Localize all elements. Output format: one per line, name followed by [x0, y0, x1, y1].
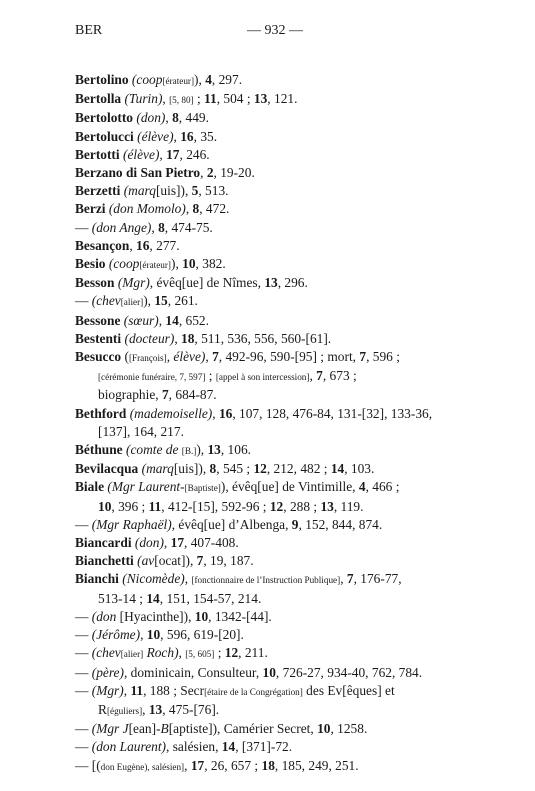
entry-segment: , salésien,	[166, 739, 222, 755]
entry-name: Berzi	[75, 201, 106, 217]
entry-segment: [B.]	[181, 446, 197, 457]
entry-segment: [137], 164, 217.	[98, 423, 184, 439]
entry-segment: élève)	[173, 349, 206, 365]
index-entry	[75, 534, 475, 552]
entry-segment: , dominicain, Consulteur,	[123, 664, 263, 680]
entry-segment: 17	[190, 757, 205, 773]
entry-segment: , 1258.	[330, 721, 368, 737]
entry-segment: 17	[166, 146, 180, 162]
entry-segment: ), évêq[ue] de Vintimille,	[220, 479, 359, 495]
entry-segment: 13	[148, 701, 163, 717]
entry-segment: , évêq[ue] de Nîmes,	[149, 275, 265, 291]
index-entry	[75, 460, 475, 478]
entry-name: Berzetti	[75, 183, 121, 199]
entry-segment: (don	[91, 608, 120, 624]
entry-segment: 7	[161, 387, 169, 403]
entry-segment: 10	[317, 721, 331, 737]
index-entry	[75, 516, 475, 534]
entry-segment: (Mgr Raphaël)	[91, 516, 172, 532]
entry-segment: 15	[154, 293, 168, 309]
entry-segment: [fonctionnaire de l’Instruction Publique]	[191, 575, 341, 586]
entry-segment: , 288 ;	[283, 498, 321, 514]
entry-segment: , 212, 482 ;	[266, 461, 331, 477]
entry-segment: —	[75, 608, 92, 624]
entry-segment: , 396 ;	[111, 498, 149, 514]
running-head: BER	[75, 23, 103, 38]
entry-segment: (don)	[136, 110, 166, 126]
entry-segment: ,	[178, 645, 186, 661]
entry-segment: (Jérôme)	[91, 627, 141, 643]
index-entry	[75, 738, 475, 756]
entry-segment: ),	[185, 553, 197, 569]
entry-segment: [Baptiste]	[184, 483, 221, 494]
entry-segment: ),	[180, 183, 192, 199]
index-entry	[75, 274, 475, 292]
entry-segment: , 449.	[178, 110, 209, 126]
index-entry	[75, 219, 475, 237]
entry-segment: (don Ange)	[91, 219, 152, 235]
entry-segment: ,	[340, 571, 347, 587]
index-entry-continuation	[75, 367, 475, 386]
entry-segment: , 726-27, 934-40, 762, 784.	[275, 664, 423, 680]
entry-segment: 13	[264, 275, 278, 291]
entry-segment: 14	[221, 739, 236, 755]
entry-name: Biancardi	[75, 535, 132, 551]
entry-segment: 13	[320, 498, 334, 514]
index-entry	[75, 608, 475, 626]
entry-segment: , 211.	[238, 645, 268, 661]
entry-segment: (marq	[141, 461, 174, 477]
entry-segment: 10	[194, 608, 209, 624]
entry-segment: , 19, 187.	[203, 553, 254, 569]
entry-segment: —	[75, 664, 92, 680]
index-entry	[75, 478, 475, 497]
entry-segment: ,	[200, 165, 207, 181]
entry-segment: 12	[253, 461, 267, 477]
entry-segment: , 296.	[277, 275, 308, 291]
entry-segment: —	[75, 516, 92, 532]
entry-segment: [appel à son intercession]	[215, 372, 310, 383]
entry-segment: 5	[191, 183, 199, 199]
entry-segment: , 474-75.	[164, 219, 213, 235]
entry-segment: —	[75, 682, 92, 698]
entry-segment: , 492-96, 590-[95] ; mort,	[218, 349, 360, 365]
entry-segment: (Nicomède)	[122, 571, 185, 587]
entry-segment: , 545 ;	[216, 461, 254, 477]
entry-segment: 12	[269, 498, 284, 514]
entry-segment: , 261.	[167, 293, 198, 309]
entry-segment: , 673 ;	[322, 368, 357, 384]
entry-segment: 16	[136, 237, 150, 253]
entry-name: Besio	[75, 256, 106, 272]
index-entry	[75, 330, 475, 348]
entry-segment: 7	[212, 349, 219, 365]
entry-segment: ), Camérier Secret,	[212, 721, 318, 737]
entry-segment: ,	[212, 405, 219, 421]
entry-segment: (Mgr)	[91, 682, 124, 698]
entry-segment: , 176-77,	[353, 571, 402, 587]
entry-segment: —	[75, 219, 92, 235]
entry-segment: (don Momolo)	[108, 201, 186, 217]
entry-segment: [ean]	[128, 721, 157, 737]
index-entry	[75, 292, 475, 311]
index-entry	[75, 405, 475, 423]
index-entry	[75, 682, 475, 701]
entry-segment: 14	[330, 461, 345, 477]
entry-segment: ,	[173, 128, 181, 144]
entry-segment: [érateur]	[162, 76, 195, 86]
entry-segment: 7	[316, 368, 323, 384]
entry-segment: (élève)	[137, 128, 174, 144]
entry-segment: [aptiste]	[168, 721, 213, 737]
entry-segment: 11	[148, 498, 162, 514]
entry-segment: (marq	[123, 183, 156, 199]
entry-segment: 4	[358, 479, 366, 495]
index-entry-continuation	[75, 386, 475, 404]
entry-segment: 8	[192, 201, 200, 217]
entry-name: Bevilacqua	[75, 461, 139, 477]
entry-segment: , 1342-[44].	[208, 608, 272, 624]
entry-segment: ,	[140, 627, 147, 643]
entry-segment: biographie,	[98, 387, 162, 403]
entry-segment: 16	[180, 128, 194, 144]
entry-name: Bessone	[75, 312, 121, 328]
entry-segment: [5, 605]	[185, 649, 215, 660]
entry-segment: [cérémonie funéraire, 7, 597]	[98, 372, 206, 383]
entry-segment: , 407-408.	[184, 535, 239, 551]
entry-segment: 18	[181, 330, 195, 346]
entry-segment: 11	[130, 682, 144, 698]
index-entry	[75, 441, 475, 460]
entry-name: Bethford	[75, 405, 127, 421]
entry-segment: , 382.	[195, 256, 226, 272]
entry-segment: 2	[206, 165, 214, 181]
entry-segment: ),	[196, 442, 208, 458]
entry-segment: , 35.	[193, 128, 218, 144]
entry-segment: ,	[129, 237, 137, 253]
entry-segment: , 119.	[333, 498, 364, 514]
entry-segment: (don)	[134, 535, 164, 551]
entry-segment: des Ev[êques] et	[302, 682, 395, 698]
entry-segment: , 152, 844, 874.	[298, 516, 383, 532]
entry-segment: , 26, 657 ;	[204, 757, 262, 773]
entry-segment: , 277.	[149, 237, 180, 253]
entry-segment: 8	[158, 219, 165, 235]
entry-segment: ,	[205, 349, 213, 365]
index-entry	[75, 626, 475, 644]
entry-segment: (Turin)	[124, 91, 163, 107]
entry-name: Bestenti	[75, 330, 122, 346]
entry-segment: R	[98, 701, 107, 717]
entry-segment: ),	[183, 608, 195, 624]
index-entry	[75, 164, 475, 182]
entry-segment: ),	[171, 256, 183, 272]
index-entry	[75, 664, 475, 682]
entry-segment: Roch)	[146, 645, 179, 661]
entry-segment: ),	[194, 72, 206, 87]
entry-segment: ,	[184, 757, 191, 773]
entry-segment: , 466 ;	[365, 479, 400, 495]
entry-segment: 8	[209, 461, 217, 477]
entry-segment: 7	[196, 553, 204, 569]
index-entry-continuation	[75, 423, 475, 441]
entry-segment: , 596, 619-[20].	[160, 627, 244, 643]
entry-segment: [uis]	[173, 461, 199, 477]
index-entry-list	[75, 71, 475, 776]
entry-name: Bertolotto	[75, 110, 134, 126]
index-entry	[75, 146, 475, 164]
entry-segment: (chev	[91, 645, 121, 661]
entry-segment: (élève)	[122, 146, 160, 162]
entry-segment: ,	[123, 682, 131, 698]
entry-segment: —	[75, 293, 92, 309]
index-entry	[75, 312, 475, 330]
entry-segment: ,	[163, 535, 171, 551]
entry-segment: , 652.	[178, 312, 209, 328]
entry-segment: (mademoiselle)	[129, 405, 213, 421]
entry-segment: — [(	[75, 757, 101, 773]
entry-segment: (coop	[108, 256, 140, 272]
entry-segment: 11	[204, 91, 217, 107]
entry-segment: (comte de	[125, 442, 182, 458]
entry-segment: , 19-20.	[213, 165, 255, 181]
entry-segment: ,	[165, 110, 173, 126]
entry-segment: 13	[207, 442, 221, 458]
index-entry	[75, 757, 475, 776]
index-entry	[75, 109, 475, 127]
entry-segment: 16	[218, 405, 233, 421]
entry-segment: 10	[182, 256, 196, 272]
entry-segment: ),	[198, 461, 210, 477]
entry-name: Bianchetti	[75, 553, 134, 569]
entry-segment: 7	[359, 349, 367, 365]
entry-segment: 4	[205, 72, 212, 87]
index-entry	[75, 570, 475, 589]
entry-name: Besson	[75, 275, 115, 291]
entry-name: Besançon	[75, 237, 130, 253]
entry-segment: (Mgr J	[91, 721, 129, 737]
index-entry	[75, 200, 475, 218]
entry-name: Berzano di San Pietro	[75, 165, 201, 181]
entry-segment: (chev	[91, 293, 121, 309]
index-entry-continuation	[75, 701, 475, 720]
entry-segment: 8	[172, 110, 179, 126]
index-entry	[75, 644, 475, 663]
entry-segment: ,	[159, 146, 167, 162]
entry-segment: 513-14 ;	[98, 590, 147, 606]
entry-segment: -B	[156, 721, 169, 737]
entry-segment: ,	[151, 219, 159, 235]
entry-segment: , 412-[15], 592-96 ;	[161, 498, 270, 514]
entry-segment: (père)	[91, 664, 124, 680]
entry-segment: ,	[166, 349, 174, 365]
entry-segment: , 185, 249, 251.	[274, 757, 359, 773]
entry-segment: (Mgr)	[117, 275, 150, 291]
entry-segment: (Mgr Laurent-	[107, 479, 185, 495]
entry-segment: (sœur)	[123, 312, 159, 328]
entry-segment: [érateur]	[139, 260, 171, 271]
entry-segment: , 475-[76].	[162, 701, 220, 717]
index-entry-continuation	[75, 590, 475, 608]
entry-name: Bertolucci	[75, 128, 134, 144]
entry-segment: 13	[253, 91, 268, 107]
entry-segment: —	[75, 627, 92, 643]
entry-segment: —	[75, 739, 92, 755]
entry-segment: , évêq[ue] d’Albenga,	[171, 516, 292, 532]
entry-segment: , 106.	[220, 442, 251, 458]
entry-name: Besucco	[75, 349, 122, 365]
entry-segment: ,	[184, 571, 192, 587]
index-entry	[75, 128, 475, 146]
entry-segment: , 297.	[211, 72, 243, 87]
entry-segment: [étaire de la Congrégation]	[204, 686, 303, 697]
index-entry	[75, 552, 475, 570]
entry-segment: , 246.	[179, 146, 210, 162]
page-header	[75, 23, 475, 43]
entry-segment: 9	[291, 516, 299, 532]
entry-segment: 14	[146, 590, 160, 606]
index-entry	[75, 255, 475, 274]
index-entry	[75, 90, 475, 109]
entry-name: Bertolla	[75, 91, 122, 107]
entry-segment: ,	[162, 91, 170, 107]
entry-segment: ;	[193, 91, 205, 107]
entry-name: Biale	[75, 479, 105, 495]
entry-segment: 18	[261, 757, 275, 773]
entry-segment: ,	[142, 701, 149, 717]
entry-segment: [alier]	[120, 297, 144, 308]
index-entry	[75, 237, 475, 255]
entry-segment: (	[121, 349, 129, 365]
entry-segment: , 151, 154-57, 214.	[159, 590, 262, 606]
entry-segment: , [371]-72.	[235, 739, 293, 755]
index-entry	[75, 348, 475, 367]
entry-segment: , 188 ; Secr	[143, 682, 205, 698]
entry-segment: , 121.	[267, 91, 298, 107]
entry-segment: (don Laurent)	[91, 739, 167, 755]
entry-segment: 17	[170, 535, 185, 551]
entry-segment: don Eugène	[100, 761, 145, 772]
entry-segment: [Hyacinthe]	[119, 608, 184, 624]
entry-segment: , 596 ;	[366, 349, 400, 365]
entry-segment: 12	[224, 645, 239, 661]
entry-segment: 10	[146, 627, 161, 643]
entry-segment: (av	[137, 553, 155, 569]
entry-segment: ), salésien]	[144, 761, 185, 772]
entry-segment: —	[75, 645, 92, 661]
entry-segment: , 103.	[344, 461, 375, 477]
entry-segment: 10	[262, 664, 276, 680]
entry-segment: ),	[143, 293, 155, 309]
entry-segment: , 504 ;	[216, 91, 254, 107]
entry-name: Bianchi	[75, 571, 119, 587]
entry-segment: ,	[309, 368, 317, 384]
entry-segment: ,	[158, 312, 166, 328]
index-entry	[75, 720, 475, 738]
entry-segment: , 684-87.	[168, 387, 217, 403]
entry-segment: (docteur)	[124, 330, 175, 346]
entry-segment: 10	[98, 498, 112, 514]
entry-segment: ;	[205, 368, 216, 384]
entry-segment: 7	[346, 571, 354, 587]
entry-segment: , 511, 536, 556, 560-[61].	[194, 330, 332, 346]
entry-segment: [éguliers]	[106, 705, 143, 716]
entry-name: Bertolino	[75, 72, 129, 87]
entry-segment: 14	[165, 312, 179, 328]
entry-name: Béthune	[75, 442, 123, 458]
page-number: — 932 —	[247, 23, 303, 38]
entry-segment: , 472.	[199, 201, 230, 217]
entry-segment: [uis]	[155, 183, 181, 199]
entry-segment: ,	[174, 330, 182, 346]
index-entry	[75, 71, 475, 90]
entry-segment: ;	[214, 645, 225, 661]
entry-segment: [5, 80]	[169, 95, 194, 106]
entry-segment: (coop	[131, 72, 163, 87]
index-entry	[75, 182, 475, 200]
entry-segment: [ocat]	[154, 553, 186, 569]
entry-segment: , 513.	[198, 183, 229, 199]
index-entry-continuation	[75, 498, 475, 516]
entry-segment: —	[75, 721, 92, 737]
entry-segment: , 107, 128, 476-84, 131-[32], 133-36,	[232, 405, 433, 421]
entry-segment: ,	[185, 201, 193, 217]
entry-segment: [alier]	[120, 649, 144, 660]
entry-segment: [François]	[128, 353, 167, 364]
entry-name: Bertotti	[75, 146, 120, 162]
